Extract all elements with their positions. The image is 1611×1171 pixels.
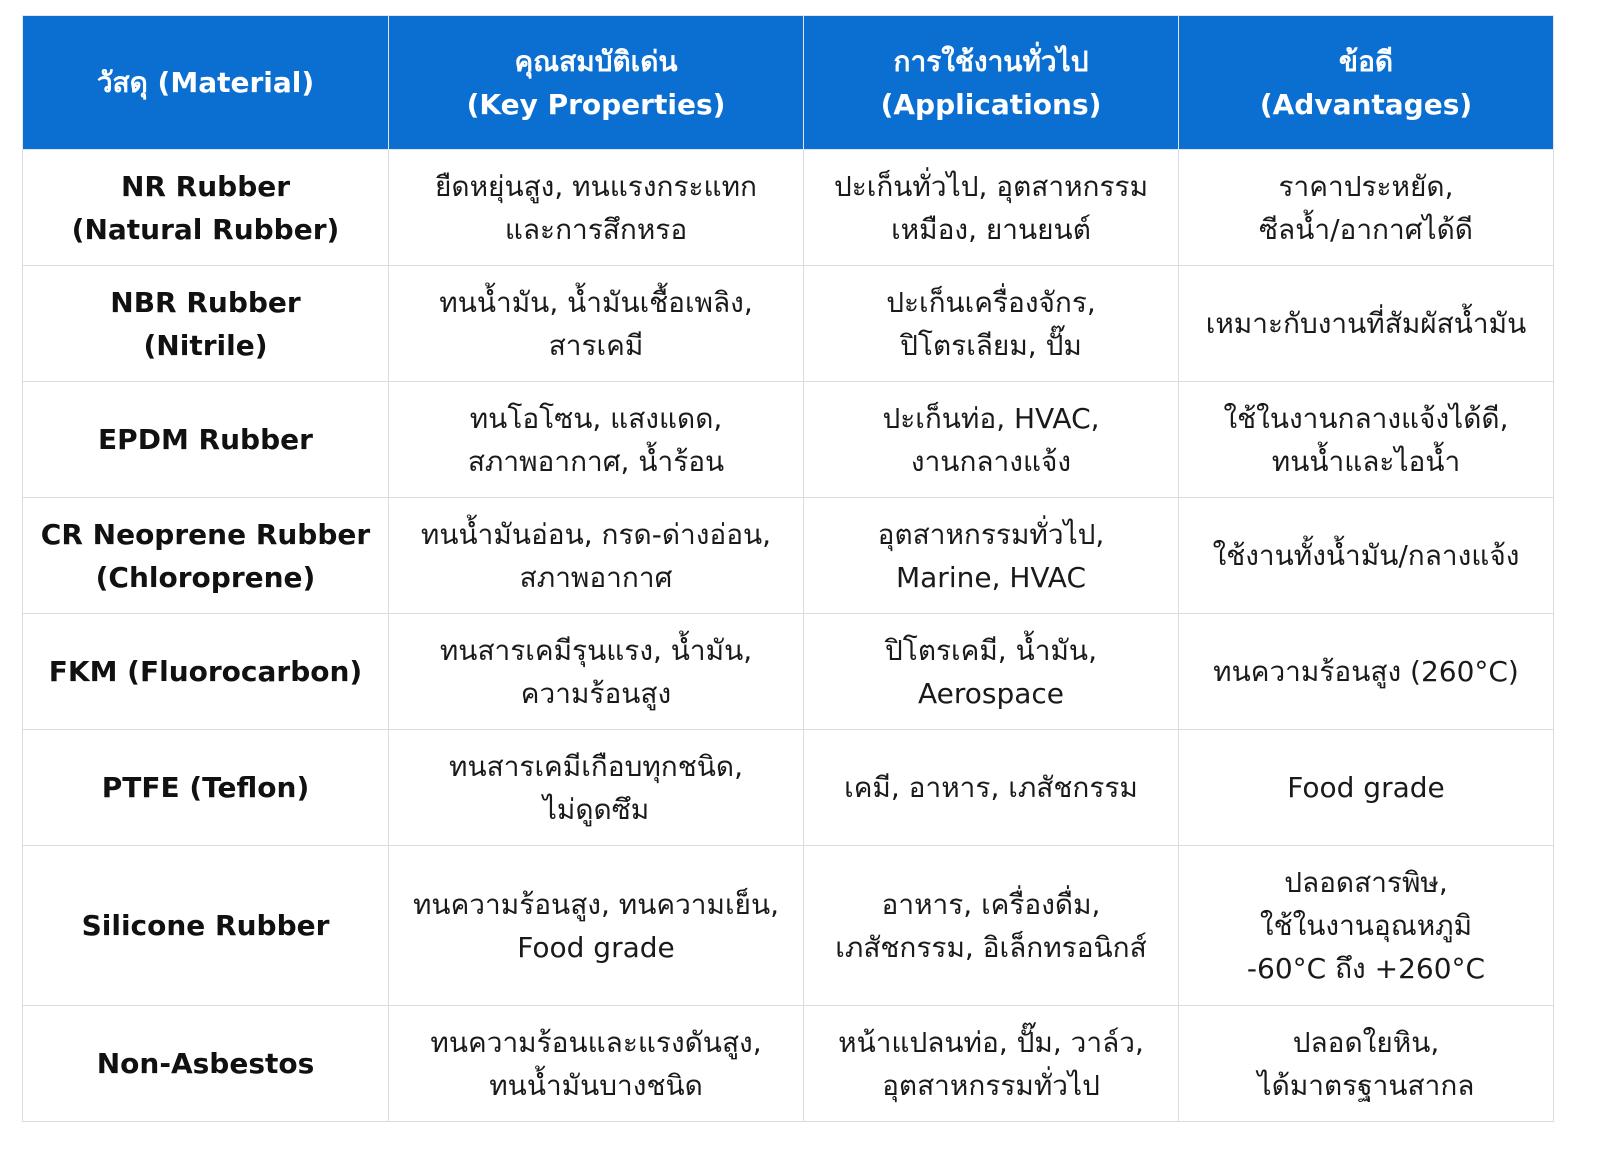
properties-cell bbox=[389, 614, 804, 730]
cell-text: ราคาประหยัด, bbox=[1278, 169, 1454, 203]
cell-text: ปะเก็นเครื่องจักร, bbox=[886, 285, 1096, 319]
material-cell bbox=[23, 150, 389, 266]
cell-text: ทนความร้อนและแรงดันสูง, bbox=[430, 1025, 762, 1059]
cell-text: อุตสาหกรรมทั่วไป bbox=[882, 1068, 1100, 1102]
properties-cell bbox=[389, 382, 804, 498]
header-text: ข้อดี bbox=[1338, 44, 1394, 78]
cell-text: ทนความร้อนสูง (260°C) bbox=[1213, 655, 1519, 688]
material-cell bbox=[23, 730, 389, 846]
applications-cell bbox=[804, 730, 1179, 846]
header-text: วัสดุ (Material) bbox=[96, 66, 315, 99]
cell-text: Marine, HVAC bbox=[895, 560, 1086, 594]
table-row bbox=[23, 846, 1554, 1006]
advantages-cell bbox=[1179, 614, 1554, 730]
cell-text: ไม่ดูดซึม bbox=[542, 792, 650, 826]
cell-text: ได้มาตรฐานสากล bbox=[1257, 1068, 1475, 1102]
header-advantages bbox=[1179, 16, 1554, 150]
cell-text: Food grade bbox=[1287, 771, 1445, 804]
materials-table bbox=[22, 15, 1554, 1122]
cell-text: เภสัชกรรม, อิเล็กทรอนิกส์ bbox=[835, 930, 1147, 964]
applications-cell bbox=[804, 1006, 1179, 1122]
cell-text: งานกลางแจ้ง bbox=[910, 444, 1072, 478]
cell-text: ปลอดใยหิน, bbox=[1292, 1025, 1440, 1059]
cell-text: ความร้อนสูง bbox=[520, 676, 672, 710]
properties-cell bbox=[389, 1006, 804, 1122]
table-header bbox=[23, 16, 1554, 150]
cell-text: และการสึกหรอ bbox=[504, 212, 688, 246]
cell-text: ทนสารเคมีรุนแรง, น้ำมัน, bbox=[439, 633, 753, 667]
header-text: (Applications) bbox=[880, 87, 1102, 121]
cell-text: ยืดหยุ่นสูง, ทนแรงกระแทก bbox=[435, 169, 757, 203]
cell-text: ใช้งานทั้งน้ำมัน/กลางแจ้ง bbox=[1212, 539, 1520, 572]
cell-text: ทนน้ำและไอน้ำ bbox=[1271, 444, 1461, 478]
header-row bbox=[23, 16, 1554, 150]
cell-text: เหมาะกับงานที่สัมผัสน้ำมัน bbox=[1205, 307, 1527, 340]
cell-text: ปิโตรเลียม, ปั๊ม bbox=[900, 328, 1082, 362]
cell-text: PTFE (Teflon) bbox=[101, 771, 310, 804]
properties-cell bbox=[389, 266, 804, 382]
applications-cell bbox=[804, 150, 1179, 266]
material-cell bbox=[23, 498, 389, 614]
applications-cell bbox=[804, 614, 1179, 730]
cell-text: ทนโอโซน, แสงแดด, bbox=[469, 401, 723, 435]
table-row bbox=[23, 1006, 1554, 1122]
properties-cell bbox=[389, 730, 804, 846]
table-row bbox=[23, 498, 1554, 614]
cell-text: ซีลน้ำ/อากาศได้ดี bbox=[1259, 212, 1473, 246]
header-material bbox=[23, 16, 389, 150]
material-cell bbox=[23, 846, 389, 1006]
advantages-cell bbox=[1179, 1006, 1554, 1122]
cell-text: ทนน้ำมันอ่อน, กรด-ด่างอ่อน, bbox=[420, 517, 772, 551]
applications-cell bbox=[804, 382, 1179, 498]
cell-text: Silicone Rubber bbox=[81, 909, 330, 942]
advantages-cell bbox=[1179, 382, 1554, 498]
cell-text: หน้าแปลนท่อ, ปั๊ม, วาล์ว, bbox=[838, 1025, 1144, 1059]
cell-text: Non-Asbestos bbox=[96, 1047, 315, 1080]
cell-text: ทนสารเคมีเกือบทุกชนิด, bbox=[449, 749, 743, 783]
table-row bbox=[23, 150, 1554, 266]
table-row bbox=[23, 730, 1554, 846]
cell-text: สภาพอากาศ, น้ำร้อน bbox=[467, 444, 725, 478]
material-cell bbox=[23, 1006, 389, 1122]
header-text: (Advantages) bbox=[1259, 87, 1473, 121]
cell-text: Aerospace bbox=[917, 676, 1065, 710]
material-cell bbox=[23, 266, 389, 382]
material-cell bbox=[23, 382, 389, 498]
cell-text: (Natural Rubber) bbox=[71, 212, 340, 246]
cell-text: ทนความร้อนสูง, ทนความเย็น, bbox=[412, 887, 780, 921]
cell-text: ปิโตรเคมี, น้ำมัน, bbox=[885, 633, 1097, 667]
applications-cell bbox=[804, 498, 1179, 614]
cell-text: ปะเก็นทั่วไป, อุตสาหกรรม bbox=[833, 169, 1149, 203]
cell-text: NBR Rubber bbox=[110, 285, 301, 319]
cell-text: Food grade bbox=[517, 930, 675, 964]
cell-text: (Nitrile) bbox=[143, 328, 268, 362]
header-applications bbox=[804, 16, 1179, 150]
cell-text: NR Rubber bbox=[120, 169, 291, 203]
cell-text: ปลอดสารพิษ, bbox=[1284, 866, 1448, 899]
cell-text: เคมี, อาหาร, เภสัชกรรม bbox=[844, 771, 1138, 804]
cell-text: -60°C ถึง +260°C bbox=[1246, 952, 1486, 985]
header-text: การใช้งานทั่วไป bbox=[893, 44, 1089, 78]
properties-cell bbox=[389, 150, 804, 266]
properties-cell bbox=[389, 498, 804, 614]
material-cell bbox=[23, 614, 389, 730]
table-row bbox=[23, 266, 1554, 382]
table-body bbox=[23, 150, 1554, 1122]
cell-text: สารเคมี bbox=[548, 328, 644, 362]
cell-text: อุตสาหกรรมทั่วไป, bbox=[877, 517, 1105, 551]
cell-text: สภาพอากาศ bbox=[519, 560, 673, 594]
advantages-cell bbox=[1179, 846, 1554, 1006]
header-key-properties bbox=[389, 16, 804, 150]
header-text: (Key Properties) bbox=[466, 87, 726, 121]
cell-text: เหมือง, ยานยนต์ bbox=[891, 212, 1091, 246]
applications-cell bbox=[804, 846, 1179, 1006]
cell-text: ใช้ในงานกลางแจ้งได้ดี, bbox=[1223, 401, 1509, 435]
table-row bbox=[23, 614, 1554, 730]
cell-text: อาหาร, เครื่องดื่ม, bbox=[881, 887, 1101, 921]
advantages-cell bbox=[1179, 150, 1554, 266]
cell-text: FKM (Fluorocarbon) bbox=[48, 655, 363, 688]
cell-text: ปะเก็นท่อ, HVAC, bbox=[882, 401, 1100, 435]
cell-text: CR Neoprene Rubber bbox=[40, 517, 371, 551]
properties-cell bbox=[389, 846, 804, 1006]
advantages-cell bbox=[1179, 730, 1554, 846]
applications-cell bbox=[804, 266, 1179, 382]
cell-text: EPDM Rubber bbox=[98, 423, 313, 456]
header-text: คุณสมบัติเด่น bbox=[514, 44, 678, 78]
cell-text: (Chloroprene) bbox=[95, 560, 316, 594]
advantages-cell bbox=[1179, 266, 1554, 382]
advantages-cell bbox=[1179, 498, 1554, 614]
cell-text: ทนน้ำมัน, น้ำมันเชื้อเพลิง, bbox=[439, 285, 753, 319]
cell-text: ใช้ในงานอุณหภูมิ bbox=[1259, 909, 1473, 942]
cell-text: ทนน้ำมันบางชนิด bbox=[489, 1068, 703, 1102]
table-row bbox=[23, 382, 1554, 498]
